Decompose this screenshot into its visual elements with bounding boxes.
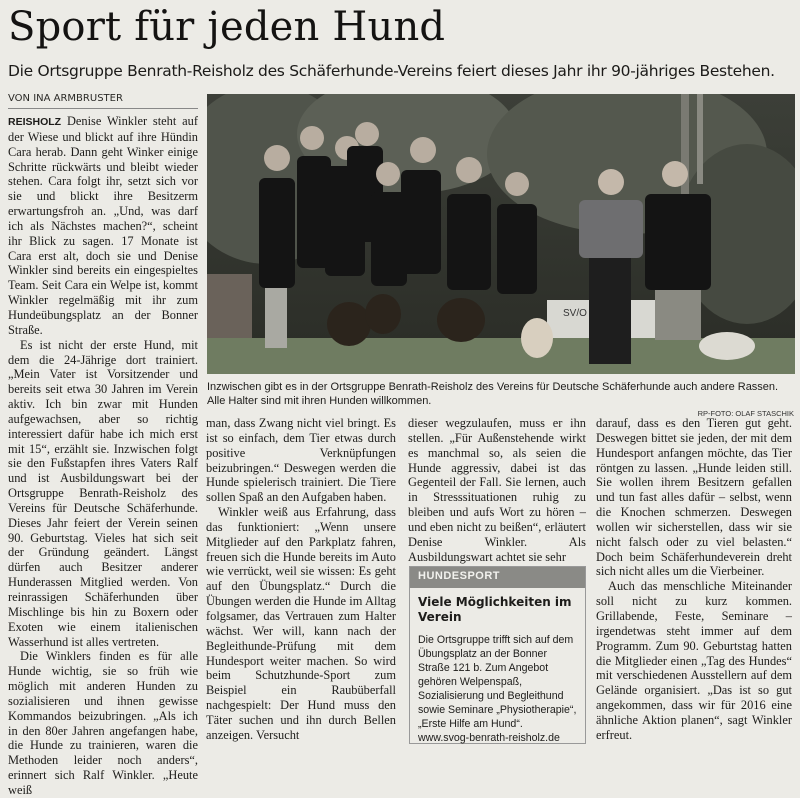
paragraph-text: Denise Winkler steht auf der Wiese und blickt auf ihre Hündin Cara herab. Dann geht Winker einige Schritte rückwärts und bleibt wieder stehen. Cara folgt ihr, setzt sich vor sie und blickt ihre Besitzerm erwartungsfroh an. „Und, was darf ich als Nächstes machen?“, scheint ihr Blick zu sagen. 17 Monate ist Cara erst alt, doch sie und Denise Winkler sind bereits ein eingespieltes Team. Seit Cara ein Welpe ist, kommt Winkler regelmäßig mit ihr zum Hundeübungsplatz an der Bonner Straße. <box>8 114 198 337</box>
paragraph <box>8 114 198 338</box>
banner-sign: SV/O <box>563 308 587 319</box>
info-box-text <box>410 629 585 745</box>
paragraph: dieser wegzulaufen, muss er ihn stellen. „Für Außenstehende wirkt es manchmal so, als seien die Hunde aggressiv, dabei ist das Gegenteil der Fall. Sie lernen, auch in Stresssituationen ruhig zu bleiben und aufs Wort zu hören – und eben nicht zu beißen“, erläutert Denise Winkler. Als Ausbildungswart achtet sie sehr <box>408 416 586 564</box>
paragraph: Die Winklers finden es für alle Hunde wichtig, sie so früh wie möglich mit anderen Hunden zu sozialisieren und ihnen gewisse Kommandos beizubringen. „Als ich in den 80er Jahren angefangen habe, die Hunde zu trainieren, waren die Methoden leider noch anders“, erinnert sich Ralf Winkler. „Heute weiß <box>8 649 198 797</box>
article-column-1 <box>8 114 198 798</box>
article-column-2 <box>206 416 396 743</box>
dateline: REISHOLZ <box>8 116 62 128</box>
info-box-url: www.svog-benrath-reisholz.de <box>418 732 560 744</box>
paragraph: darauf, dass es den Tieren gut geht. Deswegen bittet sie jeden, der mit dem Hundesport anfangen möchte, das Tier röntgen zu lassen. „Hunde leiden still. Sie wollen ihrem Besitzern gefallen und tun fast alles dafür – selbst, wenn die Knochen schmerzen. Deswegen wollen wir sicherstellen, dass wir sie nicht falsch oder zu viel belasten.“ Doch beim Schäferhundeverein dreht sich nicht alles um die Vierbeiner. <box>596 416 792 579</box>
article-column-3 <box>408 416 586 564</box>
paragraph: Es ist nicht der erste Hund, mit dem die 24-Jährige dort trainiert. „Mein Vater ist Vorsitzender und bereits seit etwa 30 Jahren im Verein aktiv. Ich bin zwar mit Hunden aufgewachsen, aber so richtig interessiert dafür habe ich mich erst mit 15“, erzählt sie. Inzwischen folgt sie den Fußstapfen ihres Vaters Ralf und ist Ausbildungswart bei der Ortsgruppe Benrath-Reisholz des Vereins für Deutsche Schäferhunde. Dieses Jahr feiert der Verein seinen 90. Geburtstag. Vieles hat sich seit der Gründung geändert. Längst dürfen auch Besitzer anderer Hunderassen Mitglied werden. Von reinrassigen Schäferhunden über Mischlinge bis hin zu Boxern oder Exoten wie einem italienischen Wasserhund ist alles vertreten. <box>8 337 198 649</box>
info-box-title: Viele Möglichkeiten im Verein <box>418 595 572 624</box>
group-photo <box>207 94 795 374</box>
paragraph: Auch das menschliche Miteinander soll nicht zu kurz kommen. Grillabende, Feste, Seminare – irgendetwas steht immer auf dem Programm. Zum 90. Geburtstag hatten die Mitglieder einen „Tag des Hundes“ mit verschiedenen Ausstellern auf dem Gelände organisiert. „Das ist so gut angekommen, dass wir für 2016 eine ähnliche Aktion planen“, sagt Winkler erfreut. <box>596 579 792 742</box>
info-box <box>409 566 586 744</box>
byline: VON INA ARMBRUSTER <box>8 92 198 109</box>
article-column-4 <box>596 416 792 743</box>
subheadline: Die Ortsgruppe Benrath-Reisholz des Schäferhunde-Vereins feiert dieses Jahr ihr 90-jähriges Bestehen. <box>8 62 775 80</box>
info-box-body: Die Ortsgruppe trifft sich auf dem Übungsplatz an der Bonner Straße 121 b. Zum Angebot gehören Welpenspaß, Sozialisierung und Begleithund sowie Seminare „Physiotherapie“, „Erste Hilfe am Hund“. <box>418 634 577 730</box>
paragraph: man, dass Zwang nicht viel bringt. Es ist so einfach, dem Tier etwas durch positive Verknüpfungen beizubringen.“ Deswegen werden die Hunde spielerisch trainiert. Die Tiere sollen Spaß an den Aufgaben haben. <box>206 416 396 505</box>
headline: Sport für jeden Hund <box>8 4 446 50</box>
photo-illustration <box>207 94 795 374</box>
photo-caption: Inzwischen gibt es in der Ortsgruppe Benrath-Reisholz des Vereins für Deutsche Schäferhunde auch andere Rassen. Alle Halter sind mit ihren Hunden willkommen. <box>207 381 779 407</box>
photo-credit: RP-FOTO: OLAF STASCHIK <box>697 409 794 418</box>
paragraph: Winkler weiß aus Erfahrung, dass das funktioniert: „Wenn unsere Mitglieder auf den Parkplatz fahren, freuen sich die Hunde bereits im Auto wie verrückt, weil sie wissen: Es geht auf den Übungsplatz.“ Durch die Übungen werden die Hunde im Alltag folgsamer, das Vertrauen zum Halter wächst. Wer will, kann nach der Begleithunde-Prüfung mit dem Hundesport weiter machen. So wird beim Schutzhunde-Sport zum Beispiel ein Raubüberfall nachgespielt: Der Hund muss den Täter suchen und ihn durch Bellen anzeigen. Versucht <box>206 505 396 742</box>
info-box-kicker: HUNDESPORT <box>410 567 585 588</box>
